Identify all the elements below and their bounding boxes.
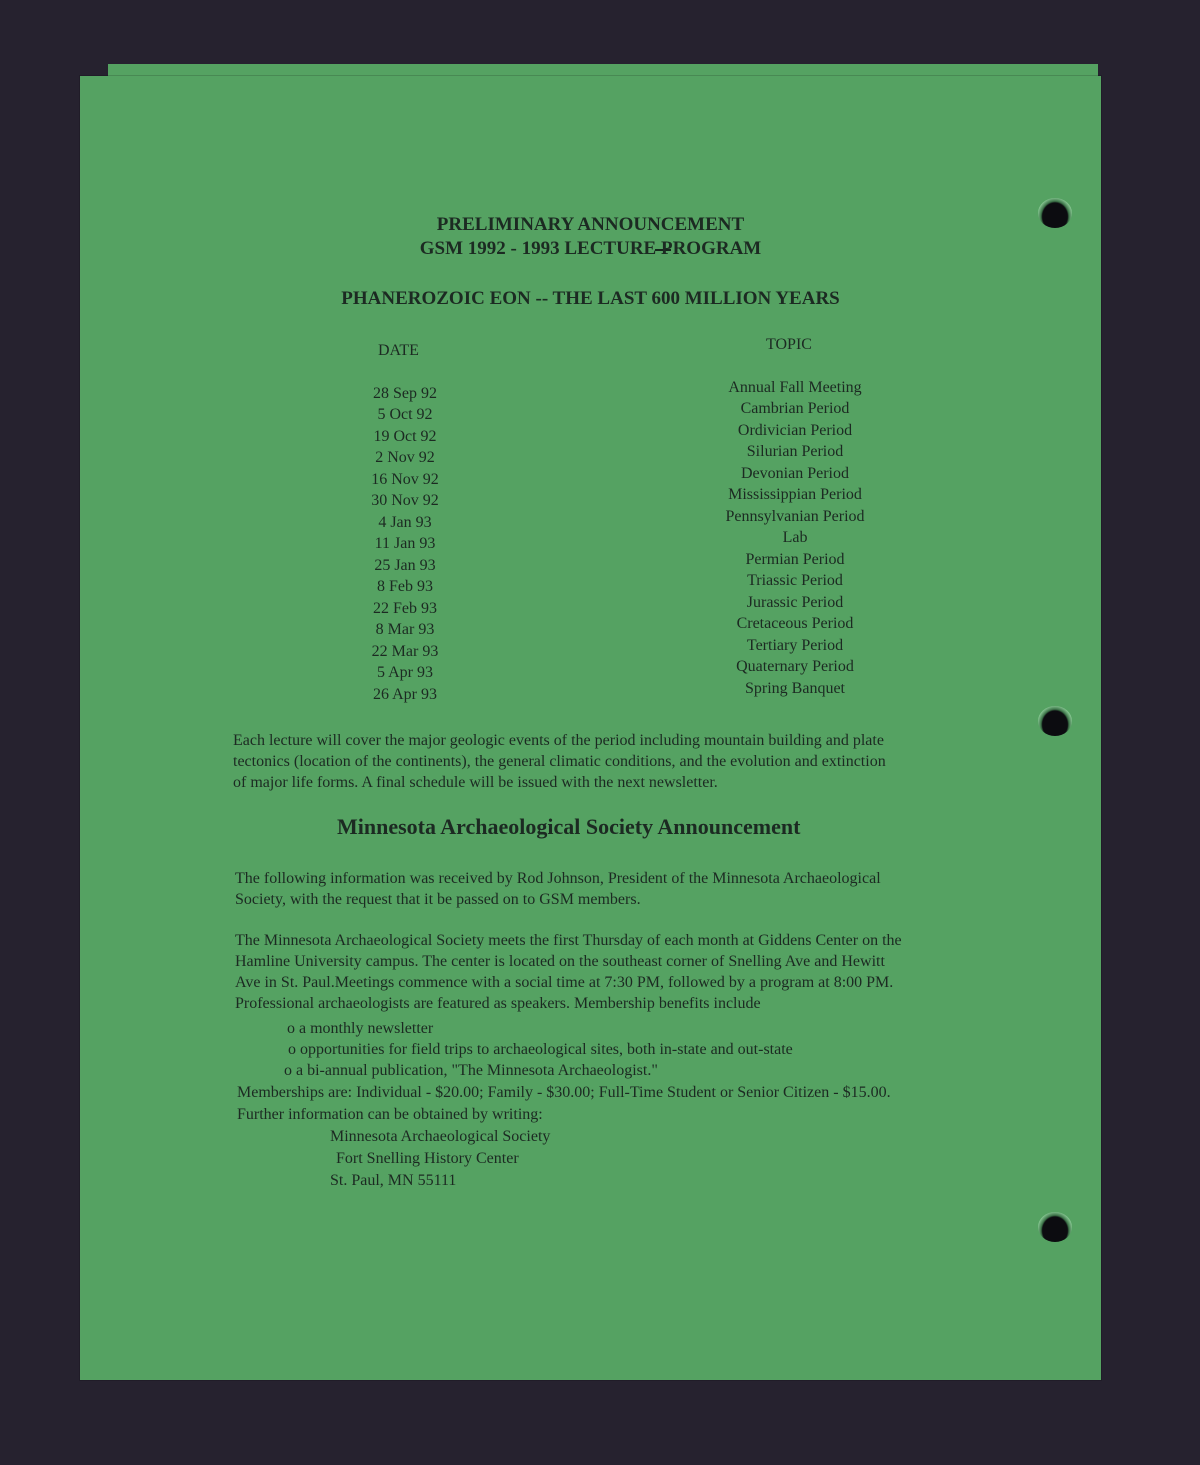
schedule-date: 30 Nov 92 [371,492,439,509]
schedule-topic: Mississippian Period [728,486,862,503]
schedule-topic: Spring Banquet [745,680,845,697]
lecture-description-line: of major life forms. A final schedule will be issued with the next newsletter. [233,774,718,791]
schedule-topic: Quaternary Period [736,658,854,675]
benefit-item: o a bi-annual publication, "The Minnesota Archaeologist." [284,1062,658,1079]
schedule-topic: Triassic Period [747,572,843,589]
schedule-date: 8 Mar 93 [375,621,435,638]
mas-body-line: The Minnesota Archaeological Society meets the first Thursday of each month at Giddens Center on the [235,932,902,949]
address-line: St. Paul, MN 55111 [330,1172,457,1189]
schedule-date: 22 Feb 93 [373,600,437,617]
benefit-item: o opportunities for field trips to archaeological sites, both in-state and out-state [288,1041,793,1058]
schedule-date: 26 Apr 93 [373,686,437,703]
schedule-topic: Devonian Period [741,465,849,482]
schedule-date: 5 Apr 93 [377,664,433,681]
schedule-topic: Annual Fall Meeting [728,379,862,396]
punch-hole-bottom [1038,1212,1072,1242]
mas-intro-line: Society, with the request that it be passed on to GSM members. [235,891,641,908]
title-line-1: PRELIMINARY ANNOUNCEMENT [436,214,745,235]
mas-intro-line: The following information was received by Rod Johnson, President of the Minnesota Archaeological [235,870,881,887]
schedule-date: 25 Jan 93 [374,557,436,574]
document-page [80,76,1101,1380]
mas-section-title: Minnesota Archaeological Society Announcement [337,814,801,839]
mas-body-line: Hamline University campus. The center is located on the southeast corner of Snelling Ave and Hewitt [235,953,885,970]
schedule-date: 22 Mar 93 [371,643,439,660]
schedule-topic: Lab [782,529,808,546]
schedule-date: 28 Sep 92 [373,385,437,402]
topic-column-header: TOPIC [766,336,812,353]
date-column-header: DATE [378,342,419,359]
mas-intro [235,868,975,910]
schedule-topic: Cambrian Period [740,400,850,417]
title-line-2: GSM 1992 - 1993 LECTURE PROGRAM [419,238,762,259]
schedule-topic: Ordivician Period [737,422,853,439]
mas-body-line: Professional archaeologists are featured as speakers. Membership benefits include [235,995,761,1012]
schedule-topic: Tertiary Period [746,637,844,654]
mas-body-line: Ave in St. Paul.Meetings commence with a social time at 7:30 PM, followed by a program at 8:00 PM. [235,974,894,991]
punch-hole-middle [1038,706,1072,736]
mas-body [235,930,995,1014]
schedule-date: 8 Feb 93 [377,578,433,595]
schedule-date: 2 Nov 92 [375,449,435,466]
schedule-date: 19 Oct 92 [373,428,437,445]
subtitle: PHANEROZOIC EON -- THE LAST 600 MILLION YEARS [341,288,840,309]
schedule-topic: Pennsylvanian Period [725,508,865,525]
schedule-date: 5 Oct 92 [377,406,433,423]
further-info: Further information can be obtained by writing: [237,1106,543,1123]
membership-fees: Memberships are: Individual - $20.00; Family - $30.00; Full-Time Student or Senior Citizen - $15.00. [237,1084,891,1101]
lecture-description [233,730,973,793]
schedule-date: 4 Jan 93 [378,514,432,531]
schedule-topic: Cretaceous Period [736,615,854,632]
schedule-date: 16 Nov 92 [371,471,439,488]
benefit-item: o a monthly newsletter [287,1020,434,1037]
lecture-description-line: Each lecture will cover the major geologic events of the period including mountain building and plate [233,732,884,749]
schedule-date: 11 Jan 93 [374,535,436,552]
schedule-topic: Silurian Period [746,443,844,460]
schedule-topic: Permian Period [745,551,845,568]
address-line: Minnesota Archaeological Society [330,1128,551,1145]
lecture-description-line: tectonics (location of the continents), the general climatic conditions, and the evolution and extinction [233,753,886,770]
address-line: Fort Snelling History Center [336,1150,519,1167]
schedule-topic: Jurassic Period [746,594,844,611]
